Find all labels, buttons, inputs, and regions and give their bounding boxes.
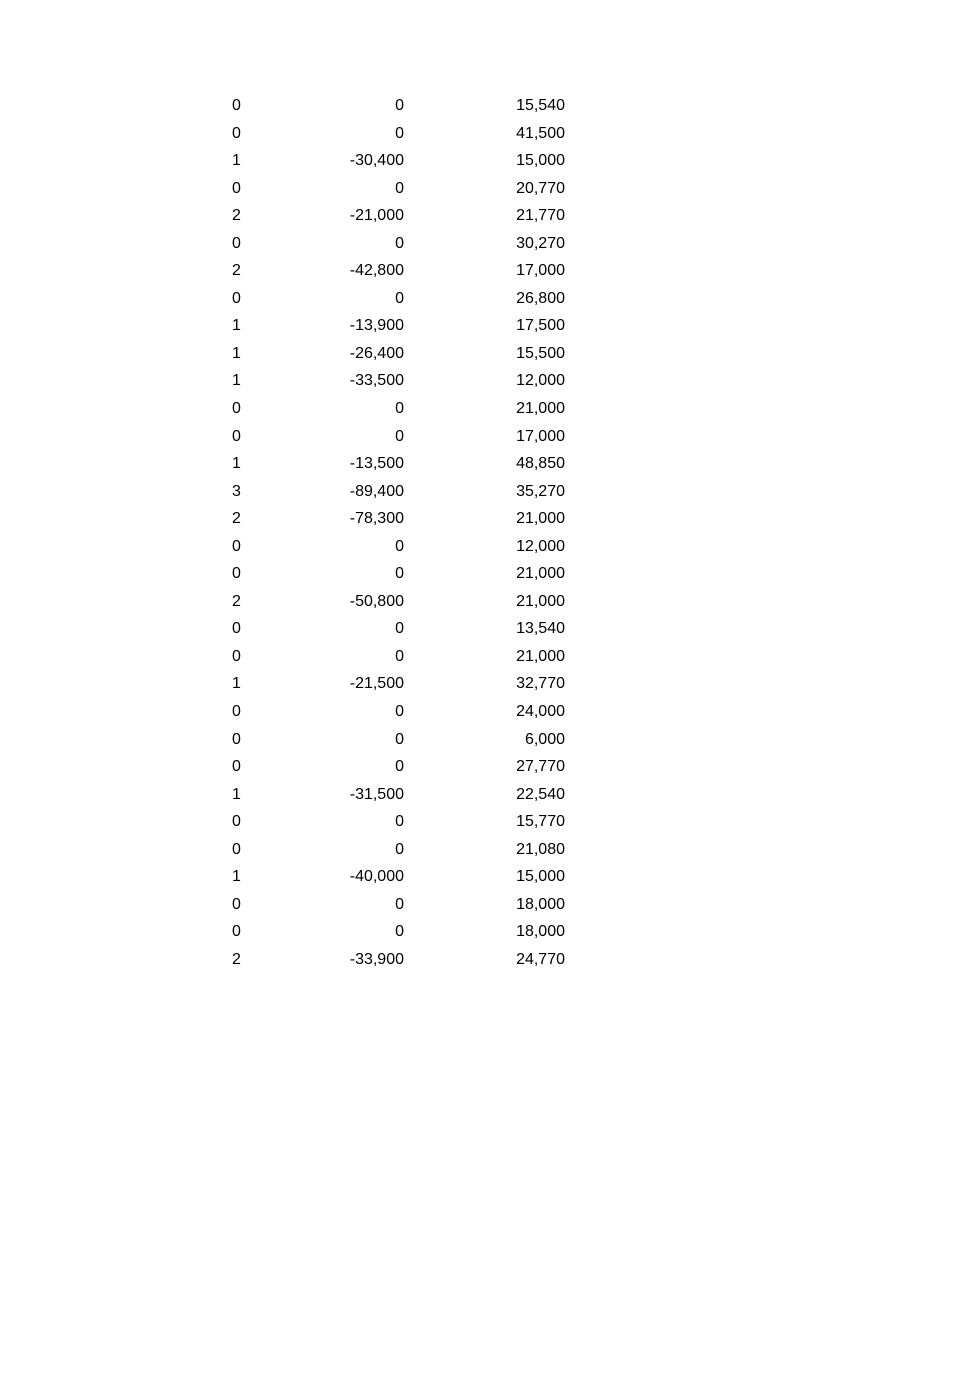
adjustment-cell: -30,400 [349, 152, 404, 170]
amount-cell: 15,770 [516, 813, 565, 831]
table-row [228, 230, 573, 258]
amount-cell: 20,770 [516, 179, 565, 197]
amount-cell: 22,540 [516, 785, 565, 803]
table-row [228, 588, 573, 616]
count-cell: 1 [232, 152, 241, 170]
table-row [228, 836, 573, 864]
count-cell: 0 [232, 620, 241, 638]
count-cell: 1 [232, 344, 241, 362]
data-table [228, 92, 573, 974]
count-cell: 0 [232, 647, 241, 665]
table-row [228, 423, 573, 451]
table-row [228, 120, 573, 148]
amount-cell: 17,500 [516, 317, 565, 335]
table-row [228, 643, 573, 671]
adjustment-cell: -33,900 [349, 950, 404, 968]
table-row [228, 891, 573, 919]
table-row [228, 670, 573, 698]
amount-cell: 18,000 [516, 895, 565, 913]
count-cell: 1 [232, 868, 241, 886]
amount-cell: 15,000 [516, 152, 565, 170]
adjustment-cell: -21,000 [349, 207, 404, 225]
adjustment-cell: 0 [395, 97, 404, 114]
table-row [228, 202, 573, 230]
amount-cell: 21,000 [516, 592, 565, 610]
amount-cell: 17,000 [516, 262, 565, 280]
table-row [228, 147, 573, 175]
table-row [228, 478, 573, 506]
count-cell: 0 [232, 179, 241, 197]
table-row [228, 533, 573, 561]
amount-cell: 12,000 [516, 537, 565, 555]
table-row [228, 918, 573, 946]
count-cell: 2 [232, 950, 241, 968]
adjustment-cell: 0 [395, 234, 404, 252]
count-cell: 0 [232, 537, 241, 555]
adjustment-cell: -33,500 [349, 372, 404, 390]
table-row [228, 863, 573, 891]
count-cell: 2 [232, 510, 241, 528]
count-cell: 1 [232, 675, 241, 693]
adjustment-cell: 0 [395, 895, 404, 913]
table-row [228, 257, 573, 285]
adjustment-cell: 0 [395, 840, 404, 858]
table-row [228, 450, 573, 478]
adjustment-cell: 0 [395, 427, 404, 445]
table-row [228, 726, 573, 754]
amount-cell: 35,270 [516, 482, 565, 500]
table-row [228, 753, 573, 781]
amount-cell: 12,000 [516, 372, 565, 390]
adjustment-cell: -13,500 [349, 455, 404, 473]
adjustment-cell: 0 [395, 758, 404, 776]
count-cell: 0 [232, 923, 241, 941]
amount-cell: 15,500 [516, 344, 565, 362]
count-cell: 0 [232, 730, 241, 748]
count-cell: 0 [232, 400, 241, 418]
table-row [228, 367, 573, 395]
adjustment-cell: -50,800 [349, 592, 404, 610]
amount-cell: 32,770 [516, 675, 565, 693]
count-cell: 0 [232, 565, 241, 583]
adjustment-cell: -42,800 [349, 262, 404, 280]
adjustment-cell: -40,000 [349, 868, 404, 886]
count-cell: 0 [232, 758, 241, 776]
count-cell: 0 [232, 840, 241, 858]
count-cell: 0 [232, 813, 241, 831]
table-row [228, 615, 573, 643]
table-row [228, 781, 573, 809]
amount-cell: 13,540 [516, 620, 565, 638]
adjustment-cell: -13,900 [349, 317, 404, 335]
count-cell: 1 [232, 317, 241, 335]
count-cell: 2 [232, 262, 241, 280]
table-row [228, 505, 573, 533]
adjustment-cell: -26,400 [349, 344, 404, 362]
count-cell: 1 [232, 372, 241, 390]
amount-cell: 15,540 [516, 97, 565, 114]
amount-cell: 21,080 [516, 840, 565, 858]
amount-cell: 17,000 [516, 427, 565, 445]
table-row [228, 285, 573, 313]
amount-cell: 24,770 [516, 950, 565, 968]
adjustment-cell: -78,300 [349, 510, 404, 528]
amount-cell: 15,000 [516, 868, 565, 886]
count-cell: 3 [232, 482, 241, 500]
count-cell: 0 [232, 234, 241, 252]
amount-cell: 24,000 [516, 703, 565, 721]
amount-cell: 27,770 [516, 758, 565, 776]
amount-cell: 41,500 [516, 124, 565, 142]
adjustment-cell: 0 [395, 400, 404, 418]
adjustment-cell: 0 [395, 289, 404, 307]
table-row [228, 946, 573, 974]
adjustment-cell: 0 [395, 537, 404, 555]
count-cell: 0 [232, 427, 241, 445]
amount-cell: 21,000 [516, 565, 565, 583]
table-row [228, 698, 573, 726]
amount-cell: 21,000 [516, 510, 565, 528]
count-cell: 0 [232, 895, 241, 913]
count-cell: 2 [232, 207, 241, 225]
table-row [228, 395, 573, 423]
adjustment-cell: 0 [395, 124, 404, 142]
amount-cell: 21,000 [516, 400, 565, 418]
adjustment-cell: 0 [395, 565, 404, 583]
count-cell: 1 [232, 785, 241, 803]
table-row [228, 560, 573, 588]
adjustment-cell: -21,500 [349, 675, 404, 693]
adjustment-cell: 0 [395, 620, 404, 638]
amount-cell: 21,770 [516, 207, 565, 225]
table-row [228, 808, 573, 836]
amount-cell: 6,000 [524, 730, 565, 748]
adjustment-cell: -31,500 [349, 785, 404, 803]
amount-cell: 18,000 [516, 923, 565, 941]
amount-cell: 21,000 [516, 647, 565, 665]
count-cell: 0 [232, 124, 241, 142]
count-cell: 0 [232, 97, 241, 114]
adjustment-cell: 0 [395, 730, 404, 748]
adjustment-cell: 0 [395, 813, 404, 831]
count-cell: 2 [232, 592, 241, 610]
table-row [228, 340, 573, 368]
count-cell: 1 [232, 455, 241, 473]
adjustment-cell: 0 [395, 703, 404, 721]
adjustment-cell: -89,400 [349, 482, 404, 500]
adjustment-cell: 0 [395, 923, 404, 941]
amount-cell: 30,270 [516, 234, 565, 252]
amount-cell: 48,850 [516, 455, 565, 473]
table-row [228, 175, 573, 203]
table-row [228, 312, 573, 340]
adjustment-cell: 0 [395, 647, 404, 665]
amount-cell: 26,800 [516, 289, 565, 307]
adjustment-cell: 0 [395, 179, 404, 197]
count-cell: 0 [232, 289, 241, 307]
count-cell: 0 [232, 703, 241, 721]
table-row [228, 92, 573, 120]
